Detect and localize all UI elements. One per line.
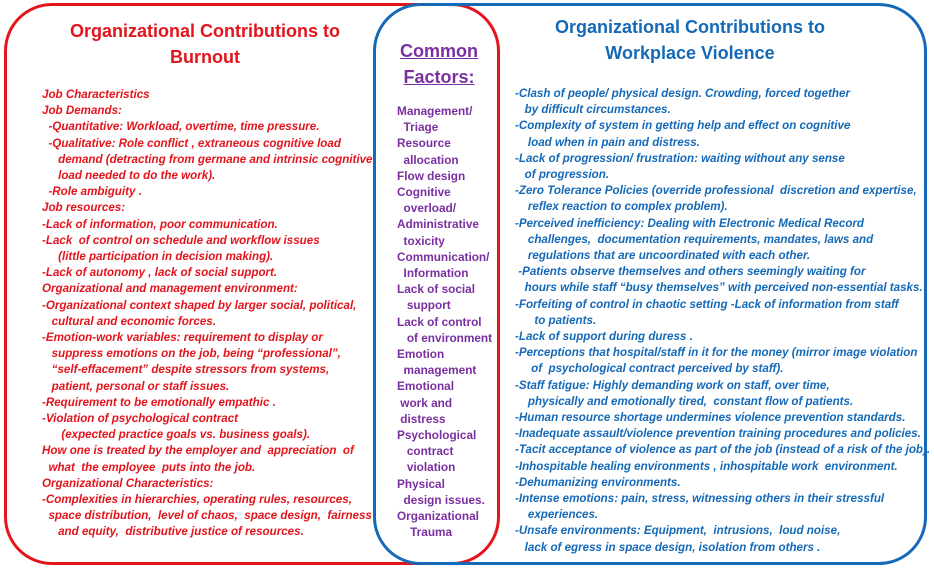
list-line: of environment xyxy=(397,330,493,345)
list-line: -Zero Tolerance Policies (override professional discretion and expertise, xyxy=(515,184,917,198)
list-line: -Human resource shortage undermines violence prevention standards. xyxy=(515,411,906,425)
workplace-violence-title-line2: Workplace Violence xyxy=(605,43,775,63)
list-line: -Inadequate assault/violence prevention training procedures and policies. xyxy=(515,427,921,441)
common-factors-title xyxy=(393,38,485,90)
list-line: -Role ambiguity . xyxy=(42,185,142,199)
list-line: load when in pain and distress. xyxy=(515,135,700,149)
list-line: -Perceptions that hospital/staff in it for the money (mirror image violation xyxy=(515,346,918,360)
list-line: reflex reaction to complex problem). xyxy=(515,200,728,214)
list-line: -Staff fatigue: Highly demanding work on staff, over time, xyxy=(515,378,830,392)
list-line: Lack of social xyxy=(397,282,476,297)
list-line: -Perceived inefficiency: Dealing with Electronic Medical Record xyxy=(515,216,864,230)
list-line: -Violation of psychological contract xyxy=(42,412,239,426)
list-line: -Intense emotions: pain, stress, witnessing others in their stressful xyxy=(515,492,885,506)
list-line: demand (detracting from germane and intrinsic cognitive xyxy=(42,152,373,166)
list-line: lack of egress in space design, isolation from others . xyxy=(515,540,821,554)
list-line: work and xyxy=(397,395,453,410)
list-line: -Lack of control on schedule and workflow issues xyxy=(42,233,320,247)
workplace-violence-title xyxy=(525,14,855,66)
list-line: space distribution, level of chaos, space design, fairness xyxy=(42,509,372,523)
list-line: -Qualitative: Role conflict , extraneous cognitive load xyxy=(42,136,341,150)
list-line: patient, personal or staff issues. xyxy=(42,379,230,393)
burnout-contributions-list xyxy=(42,87,372,541)
list-line: Emotional xyxy=(397,379,455,394)
list-line: Lack of control xyxy=(397,314,482,329)
list-line: Management/ xyxy=(397,104,473,118)
list-line: Cognitive xyxy=(397,185,451,200)
burnout-title xyxy=(40,18,370,70)
list-line: by difficult circumstances. xyxy=(515,103,671,117)
list-line: -Lack of support during duress . xyxy=(515,330,693,344)
workplace-violence-contributions-list xyxy=(515,86,930,556)
list-line: violation xyxy=(397,460,456,475)
list-line: Physical xyxy=(397,476,445,491)
list-line: regulations that are uncoordinated with each other. xyxy=(515,249,811,263)
list-line: -Unsafe environments: Equipment, intrusions, loud noise, xyxy=(515,524,841,538)
list-line: Organizational and management environment: xyxy=(42,282,298,296)
list-line: -Complexity of system in getting help and effect on cognitive xyxy=(515,119,851,133)
list-line: to patients. xyxy=(515,313,597,327)
list-line: Triage xyxy=(397,120,439,135)
list-line: challenges, documentation requirements, mandates, laws and xyxy=(515,232,874,246)
list-line: -Requirement to be emotionally empathic . xyxy=(42,395,276,409)
list-line: How one is treated by the employer and appreciation of xyxy=(42,444,354,458)
list-line: of psychological contract perceived by staff). xyxy=(515,362,784,376)
list-line: management xyxy=(397,363,477,378)
list-line: contract xyxy=(397,444,454,459)
list-line: support xyxy=(397,298,451,313)
list-line: what the employee puts into the job. xyxy=(42,460,256,474)
list-line: (little participation in decision making). xyxy=(42,250,274,264)
list-line: -Patients observe themselves and others seemingly waiting for xyxy=(515,265,866,279)
list-line: distress xyxy=(397,411,446,426)
list-line: Psychological xyxy=(397,428,477,443)
list-line: -Lack of progression/ frustration: waiting without any sense xyxy=(515,151,845,165)
list-line: design issues. xyxy=(397,492,485,507)
list-line: Trauma xyxy=(397,525,453,540)
list-line: Resource xyxy=(397,136,451,151)
list-line: -Forfeiting of control in chaotic setting -Lack of information from staff xyxy=(515,297,899,311)
burnout-title-line2: Burnout xyxy=(170,47,240,67)
list-line: -Organizational context shaped by larger social, political, xyxy=(42,298,357,312)
list-line: overload/ xyxy=(397,201,457,216)
common-factors-title-line2: Factors: xyxy=(403,67,475,87)
list-line: physically and emotionally tired, constant flow of patients. xyxy=(515,394,854,408)
workplace-violence-title-line1: Organizational Contributions to xyxy=(555,17,825,37)
list-line: of progression. xyxy=(515,168,610,182)
list-line: “self-effacement” despite stressors from systems, xyxy=(42,363,330,377)
list-line: toxicity xyxy=(397,233,445,248)
list-line: Organizational xyxy=(397,509,479,524)
list-line: Organizational Characteristics: xyxy=(42,476,214,490)
list-line: Administrative xyxy=(397,217,479,232)
list-line: suppress emotions on the job, being “professional”, xyxy=(42,347,341,361)
list-line: Job Characteristics xyxy=(42,88,150,101)
list-line: -Dehumanizing environments. xyxy=(515,475,681,489)
list-line: -Tacit acceptance of violence as part of the job (instead of a risk of the job). xyxy=(515,443,931,457)
common-factors-list xyxy=(397,103,492,540)
list-line: Information xyxy=(397,266,469,281)
list-line: allocation xyxy=(397,152,459,167)
list-line: Flow design xyxy=(397,168,466,183)
list-line: -Inhospitable healing environments , inhospitable work environment. xyxy=(515,459,898,473)
list-line: -Lack of information, poor communication. xyxy=(42,217,278,231)
list-line: -Clash of people/ physical design. Crowding, forced together xyxy=(515,87,850,100)
burnout-title-line1: Organizational Contributions to xyxy=(70,21,340,41)
list-line: Emotion xyxy=(397,347,445,362)
list-line: -Emotion-work variables: requirement to display or xyxy=(42,331,323,345)
list-line: load needed to do the work). xyxy=(42,169,216,183)
list-line: (expected practice goals vs. business goals). xyxy=(42,428,311,442)
list-line: Job resources: xyxy=(42,201,126,215)
list-line: cultural and economic forces. xyxy=(42,314,216,328)
list-line: experiences. xyxy=(515,508,599,522)
common-factors-title-line1: Common xyxy=(400,41,478,61)
list-line: Communication/ xyxy=(397,249,490,264)
list-line: hours while staff “busy themselves” with perceived non-essential tasks. xyxy=(515,281,923,295)
list-line: -Quantitative: Workload, overtime, time pressure. xyxy=(42,120,320,134)
list-line: -Lack of autonomy , lack of social support. xyxy=(42,266,278,280)
list-line: and equity, distributive justice of resources. xyxy=(42,525,304,539)
list-line: Job Demands: xyxy=(42,104,122,118)
list-line: -Complexities in hierarchies, operating rules, resources, xyxy=(42,493,352,507)
